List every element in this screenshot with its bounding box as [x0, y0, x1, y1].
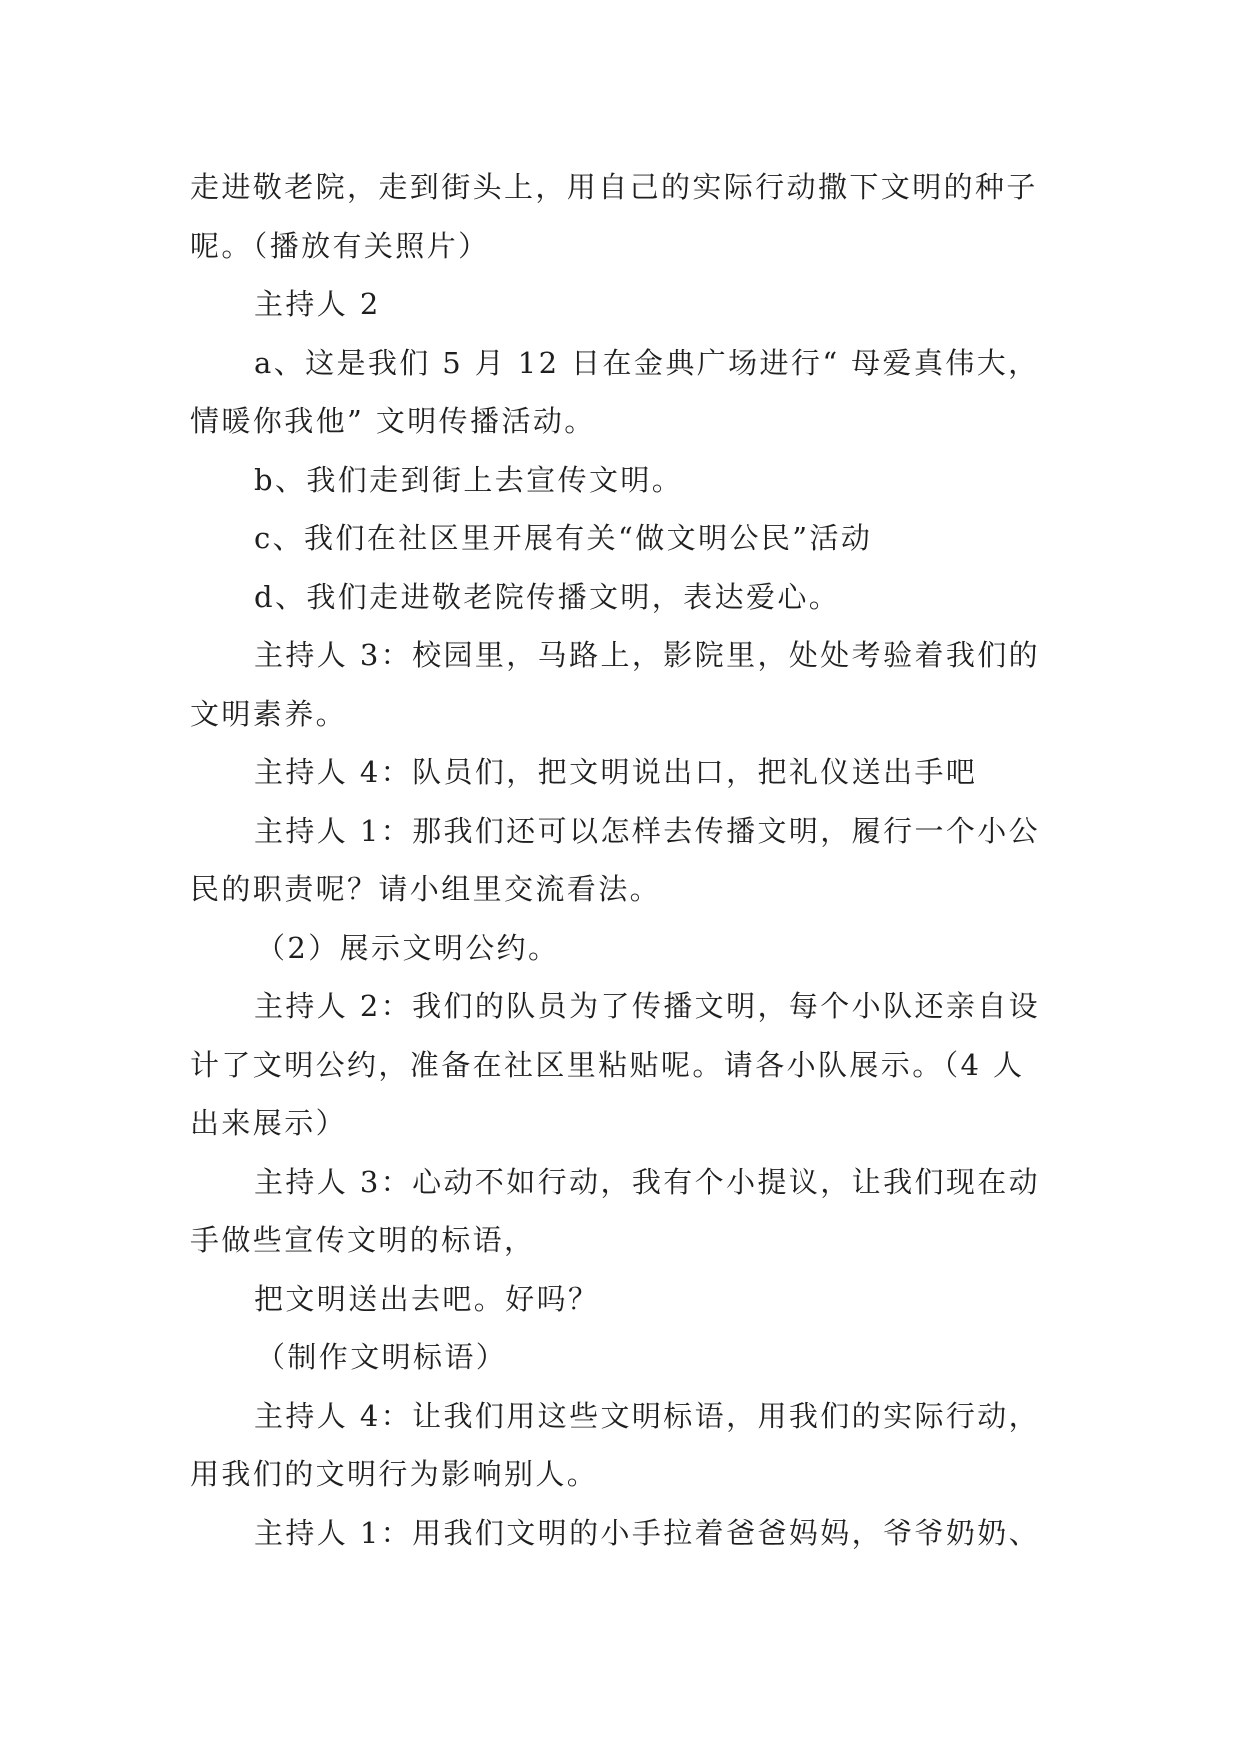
paragraph-10: （2）展示文明公约。	[256, 930, 560, 965]
paragraph-3: a、这是我们 5 月 12 日在金典广场进行“ 母爱真伟大，情暖你我他” 文明传播活动。	[190, 345, 1040, 438]
paragraph-12: 主持人 3：心动不如行动，我有个小提议，让我们现在动手做些宣传文明的标语，	[190, 1164, 1041, 1257]
paragraph-5: c、我们在社区里开展有关“做文明公民”活动	[254, 521, 873, 555]
paragraph-6: d、我们走进敬老院传播文明，表达爱心。	[254, 579, 841, 614]
paragraph-1: 走进敬老院，走到街头上，用自己的实际行动撒下文明的种子呢。（播放有关照片）	[190, 170, 1038, 263]
paragraph-9: 主持人 1：那我们还可以怎样去传播文明，履行一个小公民的职责呢？请小组里交流看法。	[190, 813, 1041, 906]
paragraph-14: （制作文明标语）	[256, 1340, 508, 1374]
document-body	[190, 158, 1052, 1562]
paragraph-16: 主持人 1：用我们文明的小手拉着爸爸妈妈，爷爷奶奶、	[254, 1515, 1041, 1550]
paragraph-8: 主持人 4：队员们，把文明说出口，把礼仪送出手吧	[254, 755, 978, 789]
paragraph-4: b、我们走到街上去宣传文明。	[254, 462, 684, 497]
paragraph-13: 把文明送出去吧。好吗？	[254, 1281, 600, 1316]
paragraph-2: 主持人 2	[254, 287, 381, 321]
paragraph-7: 主持人 3：校园里，马路上，影院里，处处考验着我们的文明素养。	[190, 638, 1041, 731]
paragraph-15: 主持人 4：让我们用这些文明标语，用我们的实际行动，用我们的文明行为影响别人。	[190, 1398, 1041, 1491]
paragraph-11: 主持人 2：我们的队员为了传播文明，每个小队还亲自设计了文明公约，准备在社区里粘贴呢。请各小队展示。（4 人出来展示）	[190, 989, 1041, 1140]
